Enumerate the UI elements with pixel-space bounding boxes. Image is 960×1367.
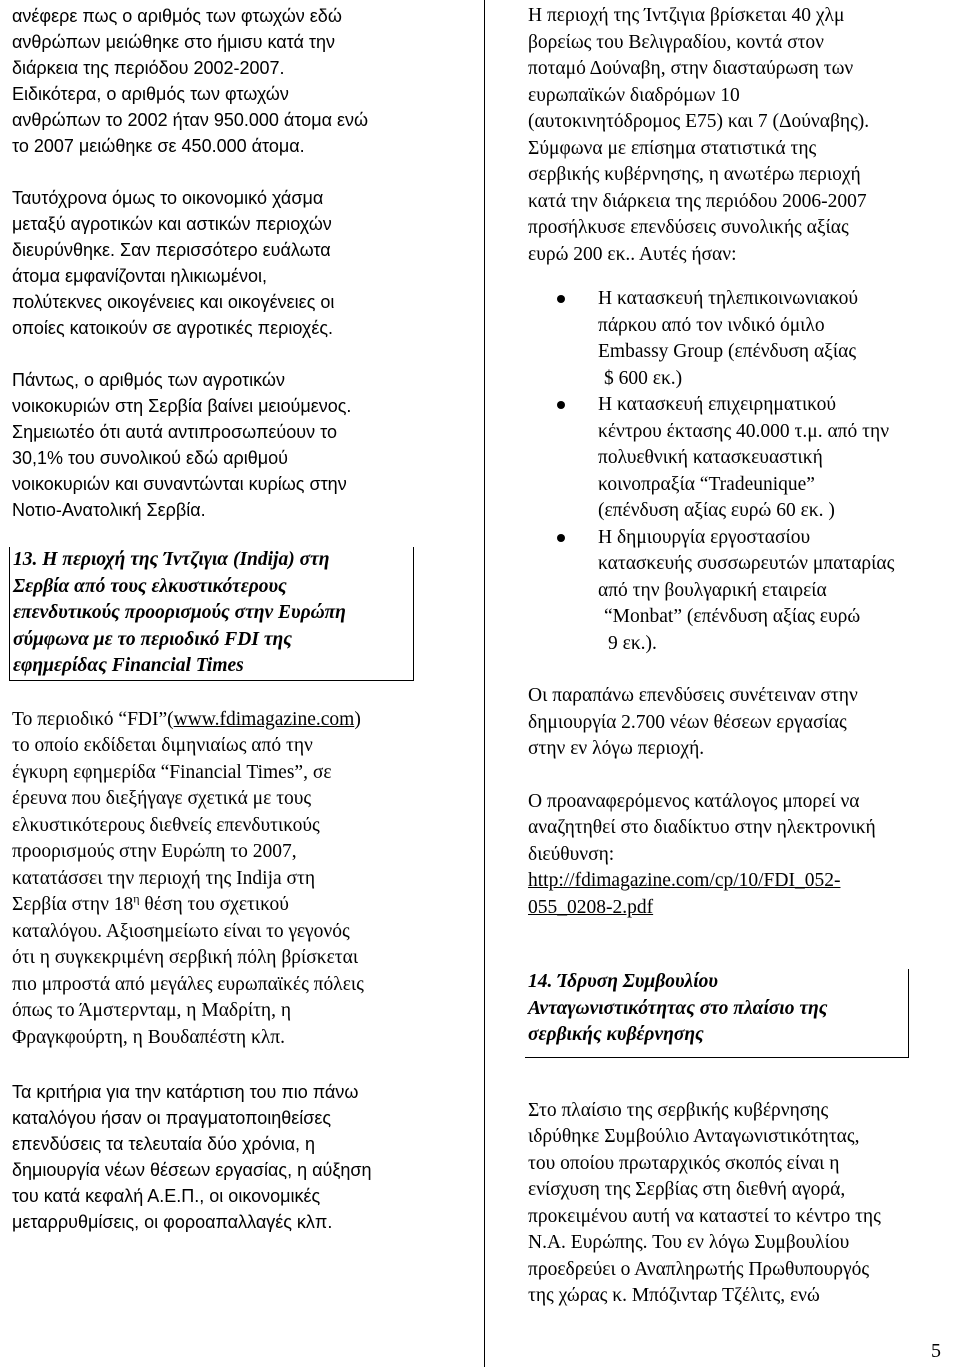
section-13-heading	[13, 547, 413, 680]
text-line: πάρκου από τον ινδικό όμιλο	[598, 314, 825, 336]
text-line: Ο προαναφερόμενος κατάλογος μπορεί να	[528, 790, 860, 812]
text-line: Νοτιο-Ανατολική Σερβία.	[12, 500, 206, 520]
text-line: Σύμφωνα με επίσημα στατιστικά της	[528, 137, 817, 159]
text-line: Τα κριτήρια για την κατάρτιση του πιο πάνω	[12, 1082, 359, 1102]
rural-households-paragraph	[12, 367, 470, 523]
rank-suffix: θέση του σχετικού	[139, 894, 289, 915]
section-14-heading-box	[525, 969, 909, 1058]
text-line: στην εν λόγω περιοχή.	[528, 738, 705, 759]
text-line: ποταμό Δούναβη, στην διασταύρωση των	[528, 58, 854, 79]
text-line: κέντρου έκτασης 40.000 τ.μ. από την	[598, 420, 890, 442]
fdi-suffix: )	[354, 708, 361, 730]
bullet-icon	[557, 295, 565, 303]
text-line: Σημειωτέο ότι αυτά αντιπροσωπεύουν το	[12, 422, 337, 442]
heading-line: σερβικής κυβέρνησης	[528, 1024, 704, 1045]
text-line: Στο πλαίσιο της σερβικής κυβέρνησης	[528, 1099, 829, 1121]
text-line: προκειμένου αυτή να καταστεί το κέντρο της	[528, 1205, 881, 1227]
text-line: από την βουλγαρική εταιρεία	[598, 579, 827, 601]
text-line: άτομα εμφανίζονται ηλικιωμένοι,	[12, 266, 267, 286]
catalog-paragraph	[528, 789, 946, 922]
text-line: της χώρας κ. Μπόζινταρ Τζέλιτς, ενώ	[528, 1285, 820, 1306]
text-line: έρευνα που διεξήγαγε σχετικά με τους	[12, 788, 312, 809]
catalog-pdf-link[interactable]: http://fdimagazine.com/cp/10/FDI_052-	[528, 870, 841, 891]
left-column	[12, 3, 470, 1235]
text-line: Ειδικότερα, ο αριθμός των φτωχών	[12, 84, 289, 104]
text-line: βορείως του Βελιγραδίου, κοντά στον	[528, 31, 825, 53]
section-13-heading-box	[9, 547, 414, 681]
text-line: καταλόγου. Αξιοσημείωτο είναι το γεγονός	[12, 920, 350, 942]
bullet-icon	[557, 401, 565, 409]
list-item	[528, 392, 946, 525]
heading-line: επενδυτικούς προορισμούς στην Ευρώπη	[13, 602, 346, 623]
catalog-pdf-link[interactable]: 055_0208-2.pdf	[528, 896, 654, 918]
text-line: το οποίο εκδίδεται διμηνιαίως από την	[12, 735, 313, 756]
text-line: το 2007 μειώθηκε σε 450.000 άτομα.	[12, 136, 305, 156]
text-line: 9 εκ.).	[608, 632, 657, 654]
text-line: οποίες κατοικούν σε αγροτικές περιοχές.	[12, 318, 334, 338]
text-line: έγκυρη εφημερίδα “Financial Times”, σε	[12, 761, 332, 783]
heading-line: σύμφωνα με το περιοδικό FDI της	[13, 628, 292, 650]
text-line: αναζητηθεί στο διαδίκτυο στην ηλεκτρονική	[528, 817, 876, 838]
text-line: προεδρεύει ο Αναπληρωτής Πρωθυπουργός	[528, 1258, 870, 1280]
text-line: διευρύνθηκε. Σαν περισσότερο ευάλωτα	[12, 240, 331, 260]
text-line: κατατάσσει την περιοχή της Indija στη	[12, 867, 316, 889]
text-line: καταλόγου ήσαν οι πραγματοποιηθείσες	[12, 1108, 332, 1128]
text-line: προσήλκυσε επενδύσεις συνολικής αξίας	[528, 217, 849, 238]
text-line: του κατά κεφαλή Α.Ε.Π., οι οικονομικές	[12, 1186, 321, 1206]
text-line: κατά την διάρκεια της περιόδου 2006-2007	[528, 190, 867, 212]
text-line: Φραγκφούρτη, η Βουδαπέστη κλπ.	[12, 1026, 285, 1048]
list-item	[528, 286, 946, 392]
text-line: ελκυστικότερους διεθνείς επενδυτικούς	[12, 814, 320, 836]
fdi-prefix: Το περιοδικό “FDI”(	[12, 708, 174, 730]
text-line: πολυεθνική κατασκευαστική	[598, 447, 823, 468]
column-divider	[484, 0, 485, 1367]
text-line: Οι παραπάνω επενδύσεις συνέτειναν στην	[528, 685, 858, 706]
text-line: ανθρώπων το 2002 ήταν 950.000 άτομα ενώ	[12, 110, 369, 130]
right-column	[528, 3, 946, 1310]
text-line: μεταρρυθμίσεις, οι φοροαπαλλαγές κλπ.	[12, 1212, 333, 1232]
text-line: ενίσχυση της Σερβίας στη διεθνή αγορά,	[528, 1179, 846, 1200]
text-line: ευρωπαϊκών διαδρόμων 10	[528, 84, 740, 106]
bullet-icon	[557, 534, 565, 542]
text-line: Ταυτόχρονα όμως το οικονομικό χάσμα	[12, 188, 324, 208]
text-line: επενδύσεις τα τελευταία δύο χρόνια, η	[12, 1134, 316, 1154]
text-line: νοικοκυριών στη Σερβία βαίνει μειούμενος.	[12, 396, 352, 416]
text-line: διεύθυνση:	[528, 843, 615, 865]
text-line: μεταξύ αγροτικών και αστικών περιοχών	[12, 214, 332, 234]
text-line: κοινοπραξία “Tradeunique”	[598, 473, 815, 495]
text-line: Η κατασκευή επιχειρηματικού	[598, 394, 836, 415]
text-line: Η κατασκευή τηλεπικοινωνιακού	[598, 288, 859, 309]
text-line: κατασκευής συσσωρευτών μπαταρίας	[598, 553, 895, 574]
text-line: προορισμούς στην Ευρώπη το 2007,	[12, 841, 297, 862]
page-number: 5	[931, 1340, 941, 1362]
text-line: Η περιοχή της Ίντζιγια βρίσκεται 40 χλμ	[528, 5, 845, 26]
jobs-paragraph	[528, 683, 946, 763]
heading-line: 13. Η περιοχή της Ίντζιγια (Indija) στη	[13, 549, 330, 570]
text-line	[12, 707, 470, 734]
text-line: Η δημιουργία εργοστασίου	[598, 526, 811, 548]
text-line: διάρκεια της περιόδου 2002-2007.	[12, 58, 285, 78]
text-line: του οποίου πρωταρχικός σκοπός είναι η	[528, 1152, 840, 1174]
text-line: ανθρώπων μειώθηκε στο ήμισυ κατά την	[12, 32, 336, 52]
text-line: πιο μπροστά από μεγάλες ευρωπαϊκές πόλεις	[12, 973, 364, 995]
investments-list	[528, 286, 946, 657]
economic-gap-paragraph	[12, 185, 470, 341]
heading-line: εφημερίδας Financial Times	[13, 655, 244, 676]
rank-prefix: Σερβία στην 18	[12, 894, 134, 915]
text-line: ευρώ 200 εκ.. Αυτές ήσαν:	[528, 243, 737, 265]
rank-superscript: η	[133, 891, 140, 906]
fdi-paragraph	[12, 707, 470, 1052]
section-14-heading	[528, 969, 908, 1049]
text-line: “Monbat” (επένδυση αξίας ευρώ	[604, 606, 861, 627]
list-item	[528, 525, 946, 658]
indija-intro-paragraph	[528, 3, 946, 268]
text-line: όπως το Άμστερνταμ, η Μαδρίτη, η	[12, 1000, 292, 1021]
text-line	[12, 892, 470, 919]
text-line: ιδρύθηκε Συμβούλιο Ανταγωνιστικότητας,	[528, 1126, 860, 1147]
text-line: Embassy Group (επένδυση αξίας	[598, 341, 857, 362]
text-line: $ 600 εκ.)	[604, 367, 683, 389]
text-line: Ν.Α. Ευρώπης. Του εν λόγω Συμβουλίου	[528, 1232, 850, 1253]
text-line: ανέφερε πως ο αριθμός των φτωχών εδώ	[12, 6, 342, 26]
criteria-paragraph	[12, 1079, 470, 1235]
poverty-paragraph	[12, 3, 470, 159]
text-line: (επένδυση αξίας ευρώ 60 εκ. )	[598, 500, 835, 521]
fdimagazine-link[interactable]: www.fdimagazine.com	[173, 708, 355, 730]
heading-line: Ανταγωνιστικότητας στο πλαίσιο της	[528, 997, 828, 1019]
text-line: νοικοκυριών και συναντώνται κυρίως στην	[12, 474, 347, 494]
text-line: δημιουργία 2.700 νέων θέσεων εργασίας	[528, 711, 847, 733]
heading-line: Σερβία από τους ελκυστικότερους	[13, 575, 287, 597]
text-line: σερβικής κυβέρνησης, η ανωτέρω περιοχή	[528, 164, 861, 185]
council-paragraph	[528, 1098, 946, 1310]
text-line: ότι η συγκεκριμένη σερβική πόλη βρίσκεται	[12, 947, 359, 968]
text-line: Πάντως, ο αριθμός των αγροτικών	[12, 370, 285, 390]
text-line: πολύτεκνες οικογένειες και οικογένειες οι	[12, 292, 335, 312]
text-line: 30,1% του συνολικού εδώ αριθμού	[12, 448, 288, 468]
text-line: δημιουργία νέων θέσεων εργασίας, η αύξηση	[12, 1160, 372, 1180]
heading-line: 14. Ίδρυση Συμβουλίου	[528, 971, 718, 992]
text-line: (αυτοκινητόδρομος Ε75) και 7 (Δούναβης).	[528, 111, 870, 132]
